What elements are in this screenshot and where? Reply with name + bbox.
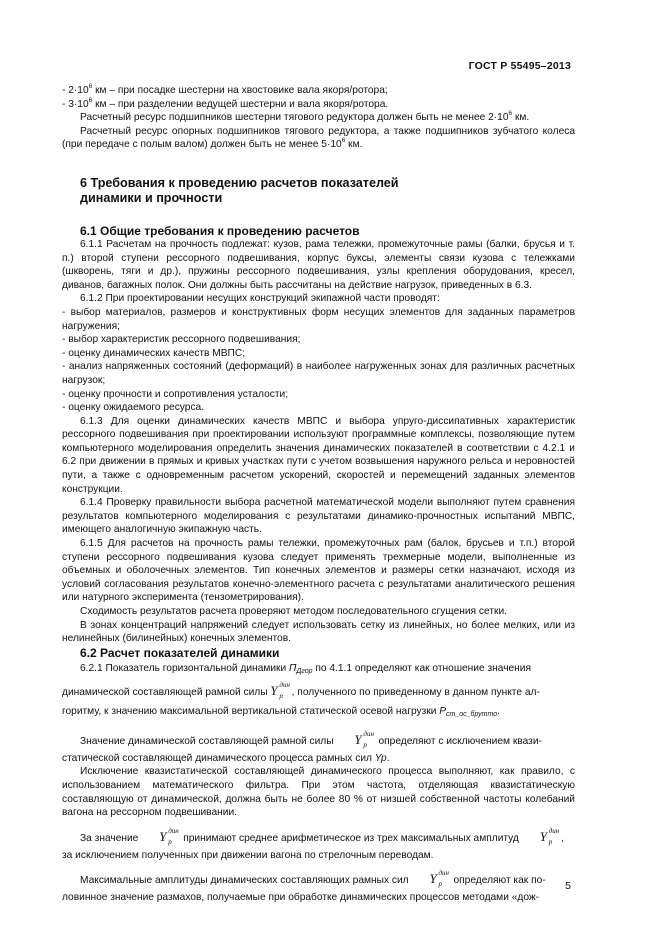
section-6-1-heading: 6.1 Общие требования к проведению расчетов xyxy=(80,223,360,238)
paragraph-6-2-2-cont: статической составляющей динамического процесса рамных сил Yp. xyxy=(62,752,390,764)
list-item: - анализ напряженных состояний (деформаций) в наиболее нагруженных зонах для различных расчетных нагрузок; xyxy=(62,361,575,386)
paragraph-6-1-4: 6.1.4 Проверку правильности выбора расчетной математической модели выполняют путем сравнения результатов компьютерного моделирования с результатами динамико-прочностных испытаний МВПС, имеющего аналогичную экипажную часть. xyxy=(62,497,575,536)
intro-paragraph-1: Расчетный ресурс подшипников шестерни тягового редуктора должен быть не менее $2\cdot 10^6$ км. xyxy=(80,110,530,124)
frame-force-dynamic-symbol: Y дин p xyxy=(270,680,290,700)
section-6-heading: 6 Требования к проведению расчетов показателей динамики и прочности xyxy=(80,175,399,205)
paragraph-6-2-5: Максимальные амплитуды динамических составляющих рамных сил Y дин p определяют как по- xyxy=(80,869,546,889)
list-item: - выбор характеристик рессорного подвешивания; xyxy=(62,334,301,346)
page-number: 5 xyxy=(565,880,571,892)
list-item: - выбор материалов, размеров и конструктивных форм несущих элементов для заданных параметров нагружения; xyxy=(62,306,575,332)
paragraph-6-1-7: В зонах концентраций напряжений следует использовать сетку из линейных, но более мелких, или из нелинейных (билинейных) конечных элементов. xyxy=(62,619,575,645)
intro-paragraph-2: Расчетный ресурс опорных подшипников тягового редуктора, а также подшипников зубчатого колеса (при передаче с полым валом) должен быть не менее $5\cdot 10^6$ км. xyxy=(62,125,575,151)
paragraph-6-2-4-cont: за исключением полученных при движении вагона по стрелочным переводам. xyxy=(62,849,434,861)
paragraph-6-1-6: Сходимость результатов расчета проверяют методом последовательного сгущения сетки. xyxy=(80,606,507,617)
paragraph-6-2-3: Исключение квазистатической составляющей динамического процесса выполняют, как правило, с использованием математического фильтра. При этом частота, отделяющая квазистатическую составляющую от динамической, должна быть не более 80 % от низшей собственной частоты колебаний вагона на рессорном подвешивании. xyxy=(62,766,575,819)
intro-line-1: - $2\cdot 10^6$ км – при посадке шестерни на хвостовике вала якоря/ротора; xyxy=(62,83,388,96)
paragraph-6-2-5-cont: ловинное значение размахов, получаемые при обработке динамических процессов методами «дож- xyxy=(62,892,540,904)
paragraph-6-1-2: 6.1.2 При проектировании несущих конструкций экипажной части проводят: xyxy=(80,293,440,305)
paragraph-6-2-1: 6.2.1 Показатель горизонтальной динамики $П_{Дгор}$ по 4.1.1 определяют как отношение значения xyxy=(80,662,532,675)
intro-line-2: - $3\cdot 10^6$ км – при разделении ведущей шестерни и вала якоря/ротора. xyxy=(62,96,389,110)
paragraph-6-1-5: 6.1.5 Для расчетов на прочность рамы тележки, промежуточных рам (балок, брусьев и т.п.) второй ступени рессорного подвешивания кузова следует применять трехмерные модели, выполненные из объемных и оболочечных элементов. Тип конечных элементов и размеры сетки назначают, исходя из условий согласования результатов конечно-элементного расчета с результатами аналитического решения или натурного эксперимента (тензометрирования). xyxy=(62,538,575,604)
frame-force-dynamic-symbol: Y дин p xyxy=(429,869,449,889)
paragraph-6-2-1-cont: динамической составляющей рамной силы Y дин p , полученного по приведенному в данном пункте ал- xyxy=(62,680,540,700)
section-6-2-heading: 6.2 Расчет показателей динамики xyxy=(80,645,280,660)
paragraph-6-2-1-end: горитму, к значению максимальной вертикальной статической осевой нагрузки $P_{ст\_ос\_брутто}$. xyxy=(62,705,500,718)
paragraph-6-1-1: 6.1.1 Расчетам на прочность подлежат: кузов, рама тележки, промежуточные рамы (балки, брусья и т. п.) второй ступени рессорного подвешивания, корпус буксы, элементы связи кузова с тележками (шкворень, тяги и др.), пружины рессорного подвешивания, узлы крепления оборудования, кресел, диванов, багажных полок. Они должны быть рассчитаны на действие нагрузок, приведенных в 6.3. xyxy=(62,238,575,291)
paragraph-6-1-3: 6.1.3 Для оценки динамических качеств МВПС и выбора упруго-диссипативных характеристик рессорного подвешивания при проектировании используют программные комплексы, позволяющие путем компьютерного моделирования определить значения динамических показателей в соответствии с 4.2.1 и 6.2 при движении в прямых и кривых участках пути с учетом возвышения наружного рельса и неровностей пути, а также с одновременным расчетом ускорений, скоростей и перемещений заданных элементов конструкции. xyxy=(62,415,575,495)
list-item: - оценку динамических качеств МВПС; xyxy=(62,347,246,359)
paragraph-6-2-2: Значение динамической составляющей рамной силы Y дин p определяют с исключением квази- xyxy=(80,729,542,749)
list-item: - оценку ожидаемого ресурса. xyxy=(62,402,205,414)
frame-force-dynamic-symbol: Y дин p xyxy=(159,826,179,846)
document-body xyxy=(62,84,575,905)
paragraph-6-2-4: За значение Y дин p принимают среднее арифметическое из трех максимальных амплитуд Y дин p , xyxy=(80,826,564,846)
frame-force-dynamic-symbol: Y дин p xyxy=(539,826,560,846)
frame-force-dynamic-symbol: Y дин p xyxy=(354,729,374,749)
standard-header: ГОСТ Р 55495–2013 xyxy=(468,60,571,72)
list-item: - оценку прочности и сопротивления усталости; xyxy=(62,388,289,400)
